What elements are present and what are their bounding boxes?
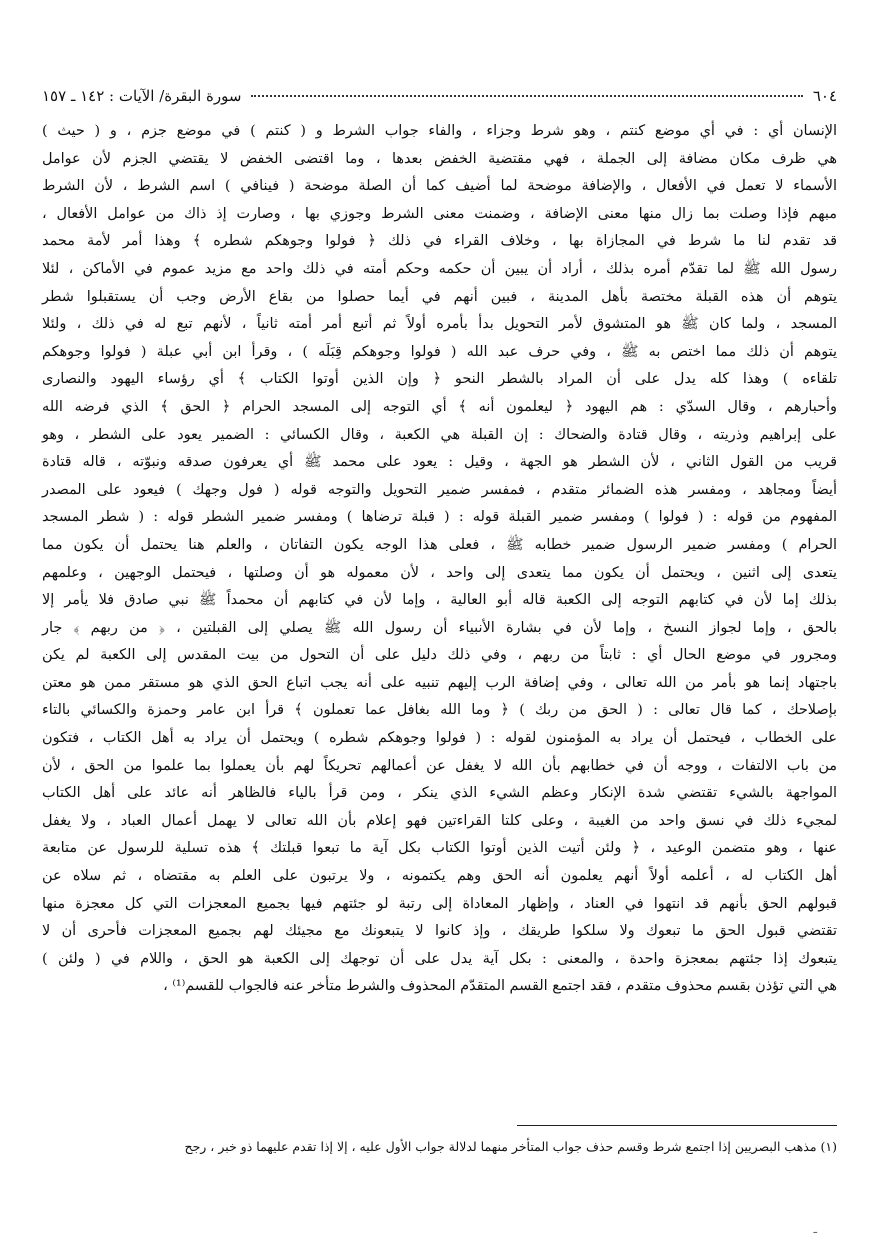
body-line: هي ظرف مكان مضافة إلى الجملة ، فهي مقتضية الخفض بعدها ، وما اقتضى الخفض لا يقتضي الجزم لأن عوامل bbox=[42, 150, 837, 167]
body-line: على إبراهيم وذريته ، وقال قتادة والضحاك : إن القبلة هي الكعبة ، وقال الكسائي : الضمير يعود على الشطر ، وهو bbox=[42, 426, 837, 443]
body-line: بذلك إما لأن في كتابهم التوجه إلى الكعبة قاله أبو العالية ، وإما لأن في كتابهم أن محمداً ﷺ نبي صادق فلا يأمر إلا bbox=[42, 592, 837, 609]
page-header bbox=[42, 82, 837, 110]
body-line: وأحبارهم ، وقال السدّي : هم اليهود ﴿ ليعلمون أنه ﴾ أي التوجه إلى المسجد الحرام ﴿ الحق ﴾ الذي فرضه الله bbox=[42, 398, 837, 415]
body-line: قد تقدم لنا ما شرط في المجازاة بها ، وخلاف القراء في ذلك ﴿ فولوا وجوهكم شطره ﴾ وهذا أمر لأمة محمد bbox=[42, 233, 837, 250]
body-line: الإنسان أي : في أي موضع كنتم ، وهو شرط وجزاء ، والفاء جواب الشرط و ( كنتم ) في موضع جزم ، و ( حيث ) bbox=[42, 123, 837, 139]
body-line: قبولهم الحق بأنهم قد انتهوا في العناد ، وإظهار المعاداة إلى رتبة لو جئتهم فيها بجميع المعجزات التي كل معجزة منها bbox=[42, 895, 837, 912]
body-line: من باب الالتفات ، ووجه أن في خطابهم بأن الله لا يغفل عن أعمالهم تحريكاً لهم بأن يعملوا بما علموا من الحق ، لأن bbox=[42, 757, 837, 774]
body-line: يتبعوك إذا جئتهم بمعجزة واحدة ، والمعنى : بكل آية يدل على أن توجهك إلى الكعبة هو الحق ، واللام في ( ولئن ) bbox=[42, 950, 837, 967]
body-line: الحرام ) ومفسر ضمير الرسول ضمير خطابه ﷺ ، فعلى هذا الوجه يكون التفاتان ، والعلم هنا يحتمل أن يكون مما bbox=[42, 536, 837, 553]
body-line: يتعدى إلى اثنين ، ويحتمل أن يكون مما يتعدى إلى واحد ، لأن معموله هو أن وصلتها ، فيحتمل الوجهين ، وعلمهم bbox=[42, 564, 837, 581]
body-line: بإصلاحك ، كما قال تعالى : ( الحق من ربك ) ﴿ وما الله بغافل عما تعملون ﴾ قرأ ابن عامر وحمزة والكسائي بالتاء bbox=[42, 702, 837, 719]
footnote: (١) مذهب البصريين إذا اجتمع شرط وقسم حذف جواب المتأخر منهما لدلالة جواب الأول عليه ، إلا إذا تقدم عليهما ذو خبر ، رجح bbox=[184, 1139, 837, 1154]
page-number: ٦٠٤ bbox=[812, 87, 837, 105]
body-line: عنها ، وهو متضمن الوعيد ، ﴿ ولئن أتيت الذين أوتوا الكتاب بكل آية ما تبعوا قبلتك ﴾ هذه تسلية للرسول عن متابعة bbox=[42, 840, 837, 857]
body-line: الأسماء لا تعمل في الأفعال ، والإضافة موضحة لما أضيف كما أن الصلة موضحة ( فينافي ) اسم الشرط ، لأن الشرط bbox=[42, 178, 837, 195]
footnote-separator bbox=[517, 1125, 837, 1126]
body-line: لمجيء ذلك في نسق واحد من الغيبة ، وعلى كلتا القراءتين فهو إعلام بأن الله تعالى لا يهمل أعمال العباد ، ولا يغفل bbox=[42, 812, 837, 829]
header-dots bbox=[251, 95, 802, 97]
body-line: مبهم فإذا وصلت بما زال منها معنى الإضافة ، وضمنت معنى الشرط وجوزي بها ، وصارت إذ ذاك من عوامل الأفعال ، bbox=[42, 205, 837, 222]
body-line: المفهوم من قوله : ( فولوا ) ومفسر ضمير القبلة قوله : ( قبلة ترضاها ) ومفسر ضمير الشطر قوله : ( شطر المسجد bbox=[42, 509, 837, 526]
body-line: أهل الكتاب له ، أعلمه أولاً أنهم يعلمون أنه الحق وهم يكتمونه ، ولا يرتبون على العلم به مقتضاه ، ثم سلاه عن bbox=[42, 868, 837, 885]
body-line: تلقاءه ) وهذا كله يدل على أن المراد بالشطر النحو ﴿ وإن الذين أوتوا الكتاب ﴾ أي رؤساء اليهود والنصارى bbox=[42, 371, 837, 388]
body-line: يتوهم أن ذلك مما اختص به ﷺ ، وفي حرف عبد الله ( فولوا وجوهكم قِبَلَه ) ، وقرأ ابن أبي عبلة ( فولوا وجوهكم bbox=[42, 343, 837, 360]
body-line: رسول الله ﷺ لما تقدّم أمره بذلك ، أراد أن يبين أن حكمه وحكم أمته في ذلك واحد مع مزيد عموم في الأماكن ، لئلا bbox=[42, 260, 837, 277]
page-mark: ـ bbox=[813, 1222, 817, 1236]
body-line: قريب من القول الثاني ، لأن الشطر هو الجهة ، وقيل : يعود على محمد ﷺ أي يعرفون صدقه ونبوّته ، قاله قتادة bbox=[42, 454, 837, 471]
running-title: سورة البقرة/ الآيات : ١٤٢ ـ ١٥٧ bbox=[42, 87, 242, 105]
body-line: المواجهة بالشيء تقتضي شدة الإنكار وعظم الشيء الذي ينكر ، ومن قرأ بالياء فالظاهر أنه عائد على أهل الكتاب bbox=[42, 785, 837, 802]
body-text bbox=[42, 118, 837, 1001]
body-line: بالحق ، وإما لجواز النسخ ، وإما لأن في بشارة الأنبياء أن رسول الله ﷺ يصلي إلى القبلتين ، ﴿ من ربهم ﴾ جار bbox=[42, 619, 837, 636]
body-line: المسجد ، ولما كان ﷺ هو المتشوق لأمر التحويل بدأ بأمره أولاً ثم أتبع أمر أمته ثانياً ، لأنهم تبع له في ذلك ، ولئلا bbox=[42, 316, 837, 333]
body-line: أيضاً ومجاهد ، ومفسر هذه الضمائر متقدم ، فمفسر ضمير التحويل والتوجه قوله ( فول وجهك ) فيعود على المصدر bbox=[42, 481, 837, 498]
body-line: هي التي تؤذن بقسم محذوف متقدم ، فقد اجتمع القسم المتقدّم المحذوف والشرط متأخر عنه فالجواب للقسم⁽¹⁾ ، bbox=[163, 978, 837, 995]
body-line: ومجرور في موضع الحال أي : ثابتاً من ربهم ، وفي ذلك دليل على أن التحول من بيت المقدس إلى الكعبة لم يكن bbox=[42, 647, 837, 664]
body-line: على الخطاب ، فيحتمل أن يراد به المؤمنون لقوله : ( فولوا وجوهكم شطره ) ويحتمل أن يراد به أهل الكتاب ، فتكون bbox=[42, 730, 837, 747]
body-line: يتوهم أن هذه القبلة مختصة بأهل المدينة ، فبين أنهم في أيما حصلوا من بقاع الأرض وجب أن يستقبلوا شطر bbox=[42, 288, 837, 305]
body-line: تقتضي قبول الحق ما تبعوك ولا سلكوا طريقك ، وإذ كانوا لا يتبعونك مع مجيئك لهم بجميع المعجزات فأحرى أن لا bbox=[42, 923, 837, 940]
body-line: باجتهاد إنما هو بأمر من الله تعالى ، وفي إضافة الرب إليهم تنبيه على أنه يجب اتباع الحق الذي هو مستقر ممن هو معتن bbox=[42, 674, 837, 691]
